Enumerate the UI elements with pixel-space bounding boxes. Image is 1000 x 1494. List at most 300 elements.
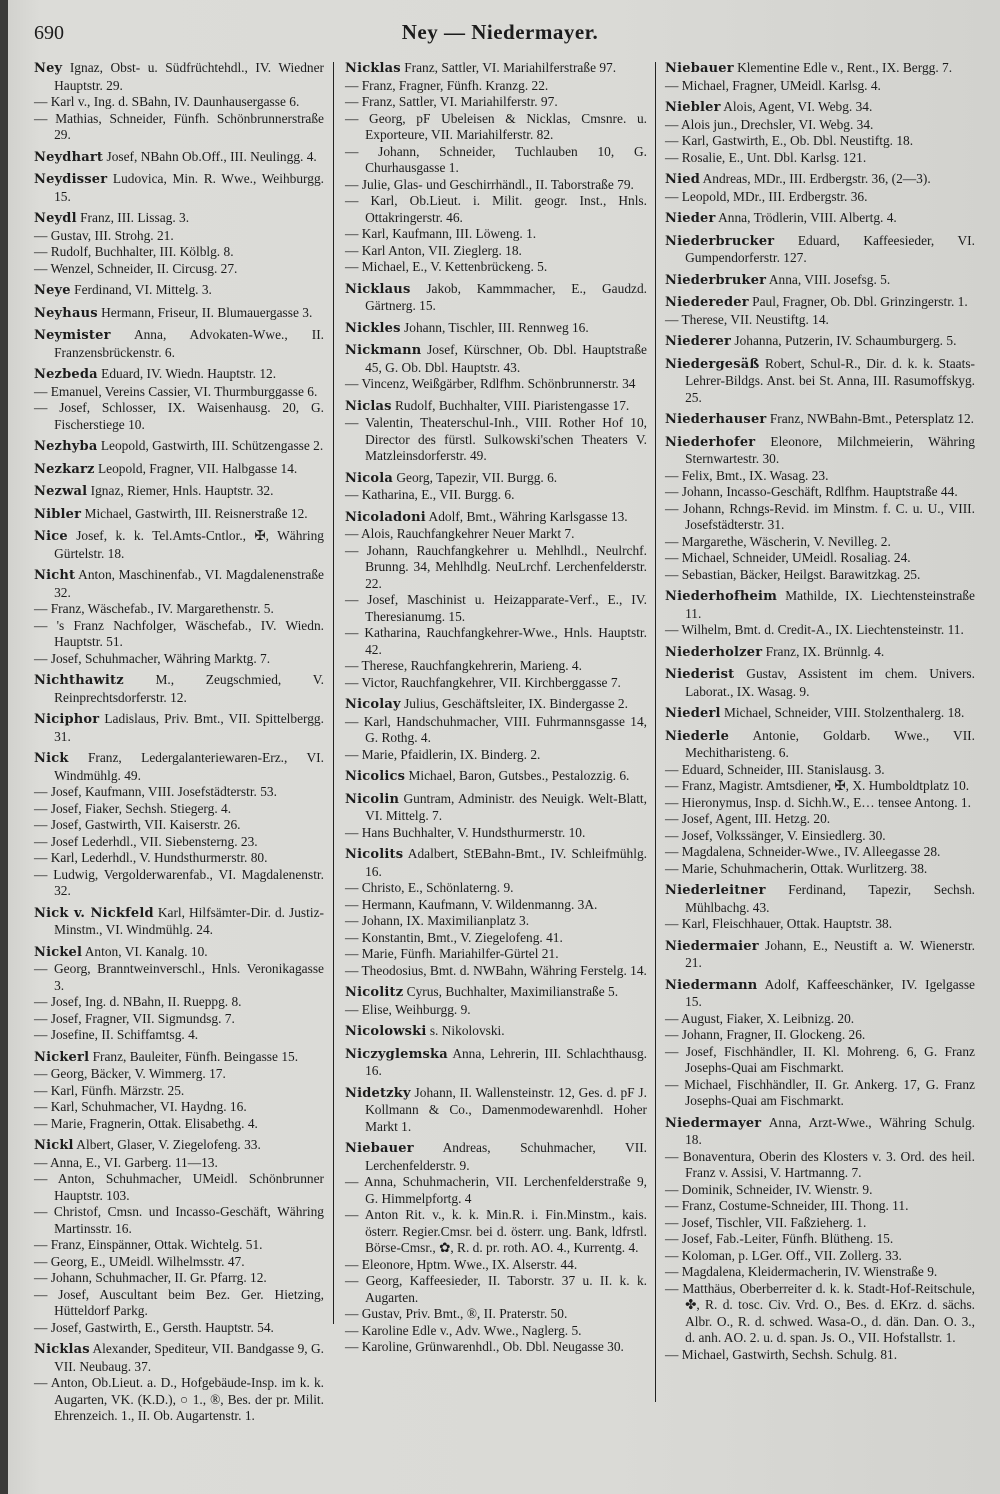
directory-entry [34,483,324,501]
directory-subentry [665,1027,975,1044]
entry-surname: Niederbruker [665,272,767,288]
directory-entry [345,1046,647,1080]
directory-subentry [345,177,647,194]
directory-subentry [34,1099,324,1116]
entry-details: — Josef, Kaufmann, VIII. Josefstädterstr. 53. [34,784,277,799]
directory-entry [34,672,324,706]
entry-details: — Josef, Auscultant beim Bez. Ger. Hietzing, Hütteldorf Parkg. [34,1286,324,1318]
directory-subentry [34,961,324,994]
directory-subentry [34,1375,324,1425]
entry-surname: Niedermann [665,977,758,993]
entry-details: — Georg, Bäcker, V. Wimmerg. 17. [34,1066,226,1081]
entry-surname: Neydhart [34,149,104,165]
entry-surname: Neyhaus [34,305,98,321]
entry-details: M., Zeugschmied, V. Reinprechtsdorferstr. 12. [54,672,324,705]
entry-details: — Karl Anton, VII. Zieglerg. 18. [345,242,522,258]
directory-entry [345,791,647,825]
directory-entry [34,305,324,323]
entry-details: — Georg, Branntweinverschl., Hnls. Veronikagasse 3. [34,961,324,993]
directory-subentry [34,651,324,668]
entry-surname: Niclas [345,398,392,414]
entry-details: — Anna, Schuhmacherin, VII. Lerchenfelderstraße 9, G. Himmelpfortg. 4 [345,1174,647,1206]
entry-details: Michael, Schneider, VIII. Stolzenthalerg. 18. [724,705,965,720]
directory-column-1 [34,60,324,1425]
entry-details: Franz, Ledergalanteriewaren-Erz., VI. Windmühlg. 49. [54,750,324,783]
entry-details: — Michael, Gastwirth, Sechsh. Schulg. 81. [665,1346,898,1362]
entry-details: — Josef, Maschinist u. Heizapparate-Verf., E., IV. Theresianumg. 15. [345,592,647,624]
directory-subentry [665,1044,975,1077]
directory-subentry [34,1027,324,1044]
entry-details: — Johann, Rchngs-Revid. im Minstm. f. C. u. U., VIII. Josefstädterstr. 31. [665,500,975,532]
directory-subentry [345,747,647,764]
directory-subentry [665,1215,975,1232]
entry-surname: Niederist [665,667,735,682]
entry-details: Julius, Geschäftsleiter, IX. Bindergasse 2. [404,696,628,711]
directory-subentry [345,1273,647,1306]
entry-details: — Franz, Costume-Schneider, III. Thong. 11. [665,1198,909,1213]
entry-details: Hermann, Friseur, II. Blumauergasse 3. [101,304,313,320]
entry-details: — Franz, Einspänner, Ottak. Wichtelg. 51. [34,1237,263,1252]
directory-subentry [345,930,647,947]
entry-details: — Vincenz, Weißgärber, Rdlfhm. Schönbrunnerstr. 34 [345,376,636,391]
entry-surname: Nezwal [34,484,88,499]
entry-details: — Josef, Gastwirth, VII. Kaiserstr. 26. [34,817,241,832]
entry-details: Anton, Maschinenfab., VI. Magdalenenstraße 32. [54,567,324,600]
directory-subentry [345,487,647,504]
entry-surname: Nicolay [345,697,401,712]
directory-entry [665,977,975,1011]
entry-details: — Hieronymus, Insp. d. Sichh.W., E… tensee Antong. 1. [665,794,971,810]
entry-details: — Alois jun., Drechsler, VI. Webg. 34. [665,116,874,132]
entry-details: — Karl, Schuhmacher, VI. Haydng. 16. [34,1099,247,1114]
directory-subentry [345,1306,647,1323]
entry-surname: Nickles [345,320,401,336]
entry-details: — Karl, Lederhdl., V. Hundsthurmerstr. 80. [34,850,268,865]
directory-subentry [34,94,324,111]
entry-surname: Neye [34,283,71,298]
entry-surname: Niederhauser [665,412,767,427]
entry-details: — Magdalena, Schneider-Wwe., IV. Alleegasse 28. [665,844,941,859]
directory-subentry [34,867,324,900]
entry-details: — Marie, Fragnerin, Ottak. Elisabethg. 4. [34,1115,258,1131]
entry-details: Johann, II. Wallensteinstr. 12, Ges. d. pF J. Kollmann & Co., Damenmodewarenhdl. Hoher Markt 1. [365,1084,647,1134]
directory-entry [345,846,647,880]
entry-details: — Eleonore, Hptm. Wwe., IX. Alserstr. 44. [345,1256,578,1272]
entry-details: s. Nikolovski. [429,1023,505,1038]
entry-details: — Anton, Ob.Lieut. a. D., Hofgebäude-Insp. im k. k. Augarten, VK. (K.D.), ○ 1., ®, Bes. der pr. Milit. Ehrenzeich. 1., II. Ob. Augartenstr. 1. [34,1375,324,1423]
directory-subentry [665,916,975,933]
directory-entry [34,461,324,479]
entry-details: Ferdinand, VI. Mittelg. 3. [74,282,212,297]
directory-subentry [665,117,975,134]
entry-details: — Michael, E., V. Kettenbrückeng. 5. [345,259,548,274]
entry-details: — Johann, Fragner, II. Glockeng. 26. [665,1027,866,1042]
entry-details: Ladislaus, Priv. Bmt., VII. Spittelbergg. 31. [54,711,324,744]
directory-entry [34,506,324,524]
entry-details: — Karl, Fünfh. Märzstr. 25. [34,1082,185,1098]
entry-details: — Matthäus, Oberberreiter d. k. k. Stadt-Hof-Reitschule, ✤, R. d. tosc. Civ. Vrd. O., Bes. d. EKrz. d. sächs. Albr. O., R. d. schwed. Wasa-O., d. dän. Dan. O. 3., d. anh. AO. 2. u. d. span. Js. O., VII. Hofstallstr. 1. [665,1280,975,1345]
directory-entry [34,1137,324,1155]
directory-subentry [34,1287,324,1320]
entry-details: — Karl, Handschuhmacher, VIII. Fuhrmannsgasse 14, G. Rothg. 4. [345,713,647,745]
directory-entry [665,272,975,290]
entry-details: — Bonaventura, Oberin des Klosters v. 3. Ord. des heil. Franz v. Assisi, V. Hartmanng. 7. [665,1148,975,1180]
entry-details: Franz, Sattler, VI. Mariahilferstraße 97. [404,60,617,75]
entry-details: — Ludwig, Vergolderwarenfab., VI. Magdalenenstr. 32. [34,866,324,898]
entry-surname: Niederle [665,728,730,744]
directory-entry [345,696,647,714]
directory-subentry [345,526,647,543]
entry-details: — Magdalena, Kleidermacherin, IV. Wienstraße 9. [665,1264,938,1279]
directory-subentry [34,1083,324,1100]
directory-subentry [345,658,647,675]
directory-subentry [34,244,324,261]
directory-subentry [34,850,324,867]
directory-entry [665,1115,975,1149]
entry-details: — Karl, Fleischhauer, Ottak. Hauptstr. 38. [665,916,893,931]
directory-entry [345,398,647,416]
entry-surname: Nicklas [345,61,401,76]
entry-details: Guntram, Administr. des Neuigk. Welt-Blatt, VI. Mittelg. 7. [365,790,647,823]
directory-subentry [665,550,975,567]
entry-surname: Nicoladoni [345,509,426,525]
entry-details: — Gustav, III. Strohg. 21. [34,227,174,243]
entry-details: Anna, Lehrerin, III. Schlachthausg. 16. [365,1045,647,1078]
entry-details: — Johann, Schuhmacher, II. Gr. Pfarrg. 12. [34,1270,267,1285]
entry-surname: Niedereder [665,295,749,310]
entry-surname: Nezkarz [34,461,95,477]
directory-subentry [665,622,975,639]
directory-subentry [665,501,975,534]
directory-column-3 [665,60,975,1363]
directory-entry [345,470,647,488]
directory-subentry [34,1204,324,1237]
directory-subentry [345,1257,647,1274]
directory-subentry [345,880,647,897]
entry-surname: Nichthawitz [34,673,124,688]
directory-entry [665,60,975,78]
running-head: Ney — Niedermayer. [401,20,599,44]
directory-entry [665,171,975,189]
entry-details: Adalbert, StEBahn-Bmt., IV. Schleifmühlg. 16. [365,846,648,879]
entry-surname: Nezhyba [34,439,98,454]
entry-details: Albert, Glaser, V. Ziegelofeng. 33. [76,1137,261,1152]
directory-entry [34,528,324,562]
directory-subentry [345,415,647,465]
entry-details: — Katharina, Rauchfangkehrer-Wwe., Hnls. Hauptstr. 42. [345,625,647,657]
directory-entry [34,567,324,601]
entry-surname: Niederhofheim [665,589,778,604]
directory-entry [34,366,324,384]
directory-subentry [34,801,324,818]
entry-details: Karl, Hilfsämter-Dir. d. Justiz-Minstm., VI. Windmühlg. 24. [54,904,324,937]
directory-entry [345,509,647,527]
directory-entry [665,210,975,228]
directory-subentry [34,817,324,834]
entry-details: Klementine Edle v., Rent., IX. Bergg. 7. [737,60,953,75]
entry-details: Johann, Tischler, III. Rennweg 16. [404,319,589,335]
directory-entry [34,438,324,456]
directory-subentry [34,994,324,1011]
directory-subentry [345,1002,647,1019]
entry-details: — Franz, Fragner, Fünfh. Kranzg. 22. [345,77,549,93]
entry-surname: Niederbrucker [665,233,775,249]
directory-entry [665,728,975,762]
column-divider [333,62,334,1324]
entry-surname: Nicolits [345,847,404,862]
directory-subentry [665,828,975,845]
entry-surname: Nickel [34,944,83,960]
entry-details: Eleonore, Milchmeierin, Währing Sternwartestr. 30. [685,433,975,466]
entry-details: — Marie, Fünfh. Mariahilfer-Gürtel 21. [345,946,559,961]
entry-details: — Karl, Ob.Lieut. i. Milit. geogr. Inst., Hnls. Ottakringerstr. 46. [345,193,647,225]
entry-surname: Nickerl [34,1049,90,1065]
entry-details: — Therese, VII. Neustiftg. 14. [665,311,829,327]
directory-subentry [345,94,647,111]
entry-details: Antonie, Goldarb. Wwe., VII. Mechitharisteng. 6. [685,727,975,760]
directory-subentry [665,567,975,584]
directory-subentry [665,1264,975,1281]
directory-entry [34,327,324,361]
entry-details: Anton, VI. Kanalg. 10. [84,943,208,959]
entry-details: — Franz, Sattler, VI. Mariahilferstr. 97. [345,94,558,109]
entry-details: — Hans Buchhalter, V. Hundsthurmerstr. 10. [345,824,586,840]
directory-subentry [34,618,324,651]
directory-entry [34,905,324,939]
entry-details: Michael, Baron, Gutsbes., Pestalozzig. 6. [408,768,630,783]
directory-subentry [345,1323,647,1340]
entry-surname: Neydl [34,211,77,226]
entry-details: — Josef, Fragner, VII. Sigmundsg. 7. [34,1010,235,1026]
directory-entry [665,882,975,916]
entry-details: — Therese, Rauchfangkehrerin, Marieng. 4. [345,658,582,673]
directory-entry [34,171,324,205]
entry-details: — Christof, Cmsn. und Incasso-Geschäft, Währing Martinsstr. 16. [34,1204,324,1236]
entry-details: Ferdinand, Tapezir, Sechsh. Mühlbachg. 43. [685,882,975,915]
directory-subentry [34,601,324,618]
directory-entry [34,210,324,228]
entry-details: Rudolf, Buchhalter, VIII. Piaristengasse 17. [394,397,630,413]
entry-details: — Karoline, Grünwarenhdl., Ob. Dbl. Neugasse 30. [345,1339,624,1354]
entry-details: Paul, Fragner, Ob. Dbl. Grinzingerstr. 1. [752,294,968,309]
directory-entry [665,666,975,700]
directory-subentry [34,1237,324,1254]
directory-entry [665,938,975,972]
directory-entry [34,944,324,962]
entry-details: — Michael, Fragner, UMeidl. Karlsg. 4. [665,77,881,93]
entry-details: — Georg, pF Ubeleisen & Nicklas, Cmsnre. u. Exporteure, VII. Mariahilferstr. 82. [345,110,647,142]
entry-details: — Franz, Magistr. Amtsdiener, ✠, X. Humboldtplatz 10. [665,778,970,793]
entry-details: Jakob, Kammmacher, E., Gaudzd. Gärtnerg. 15. [365,280,647,313]
entry-details: — Koloman, p. LGer. Off., VII. Zollerg. 33. [665,1247,902,1263]
entry-details: Andreas, MDr., III. Erdbergstr. 36, (2—3). [702,171,931,186]
entry-details: — Valentin, Theaterschul-Inh., VIII. Rother Hof 10, Director des fürstl. Sulkowski'schen Theaters V. Matzleinsdorferstr. 49. [345,415,647,463]
entry-surname: Niederhofer [665,434,756,450]
entry-details: — Mathias, Schneider, Fünfh. Schönbrunnerstraße 29. [34,110,324,142]
entry-details: — Michael, Fischhändler, II. Gr. Ankerg. 17, G. Franz Josephs-Quai am Fischmarkt. [665,1076,975,1108]
directory-entry [345,1085,647,1136]
directory-subentry [345,376,647,393]
entry-details: — Josefine, II. Schiffamtsg. 4. [34,1027,199,1042]
directory-entry [345,281,647,315]
directory-subentry [34,1011,324,1028]
directory-subentry [345,592,647,625]
entry-details: — Theodosius, Bmt. d. NWBahn, Währing Ferstelg. 14. [345,962,647,978]
directory-subentry [34,834,324,851]
directory-entry [34,149,324,167]
directory-subentry [345,259,647,276]
directory-entry [665,705,975,723]
entry-details: — Wenzel, Schneider, II. Circusg. 27. [34,260,238,276]
entry-details: — Johann, Schneider, Tuchlauben 10, G. Churhausgasse 1. [345,143,647,175]
entry-details: Anna, Arzt-Wwe., Währing Schulg. 18. [685,1114,976,1147]
entry-surname: Niederl [665,706,721,721]
entry-surname: Nicolitz [345,985,404,1000]
directory-subentry [665,1198,975,1215]
entry-surname: Nickmann [345,343,422,358]
entry-details: — Sebastian, Bäcker, Heilgst. Barawitzkag. 25. [665,566,921,582]
directory-subentry [34,1116,324,1133]
entry-details: — Hermann, Kaufmann, V. Wildenmanng. 3A. [345,896,598,912]
directory-subentry [665,78,975,95]
entry-surname: Nicolics [345,769,406,784]
entry-details: Anna, VIII. Josefsg. 5. [768,271,891,287]
directory-entry [345,768,647,786]
entry-surname: Nick v. Nickfeld [34,905,154,921]
directory-subentry [665,861,975,878]
directory-subentry [665,1077,975,1110]
entry-details: Robert, Schul-R., Dir. d. k. k. Staats-Lehrer-Bildgs. Anst. bei St. Anna, III. Rasumoffskyg. 25. [685,355,975,405]
entry-details: Eduard, IV. Wiedn. Hauptstr. 12. [101,366,277,381]
entry-details: — Christo, E., Schönlaterng. 9. [345,880,514,895]
entry-details: Gustav, Assistent im chem. Univers. Laborat., IX. Wasag. 9. [685,666,975,699]
entry-details: Anna, Trödlerin, VIII. Albertg. 4. [718,210,897,225]
entry-details: — Emanuel, Vereins Cassier, VI. Thurmburggasse 6. [34,383,318,399]
entry-surname: Nied [665,172,700,187]
directory-subentry [665,133,975,150]
entry-surname: Niedergesäß [665,356,760,372]
directory-subentry [345,897,647,914]
directory-subentry [34,400,324,433]
directory-entry [665,356,975,407]
entry-details: Alois, Agent, VI. Webg. 34. [723,99,873,114]
entry-surname: Niczyglemska [345,1046,448,1062]
directory-entry [345,320,647,338]
entry-details: — Karl, Kaufmann, III. Löweng. 1. [345,226,537,241]
entry-details: Andreas, Schuhmacher, VII. Lerchenfelderstr. 9. [365,1140,647,1173]
directory-subentry [665,1011,975,1028]
entry-details: — Johann, IX. Maximilianplatz 3. [345,913,530,928]
entry-surname: Nidetzky [345,1085,411,1101]
directory-entry [34,711,324,745]
directory-subentry [665,1231,975,1248]
entry-surname: Nice [34,529,68,544]
entry-details: — Konstantin, Bmt., V. Ziegelofeng. 41. [345,929,563,945]
directory-subentry [34,1066,324,1083]
directory-subentry [665,1347,975,1364]
directory-subentry [665,1182,975,1199]
entry-details: Cyrus, Buchhalter, Maximilianstraße 5. [406,984,619,999]
entry-details: Josef, Kürschner, Ob. Dbl. Hauptstraße 45, G. Ob. Dbl. Hauptstr. 43. [365,342,647,375]
directory-subentry [34,384,324,401]
entry-surname: Niebauer [665,61,734,76]
directory-entry [665,434,975,468]
directory-subentry [345,1174,647,1207]
entry-details: — Michael, Schneider, UMeidl. Rosaliag. 24. [665,550,911,565]
directory-subentry [665,795,975,812]
directory-subentry [34,1171,324,1204]
entry-details: — Karl, Gastwirth, E., Ob. Dbl. Neustiftg. 18. [665,133,914,148]
directory-subentry [34,228,324,245]
entry-details: Anna, Advokaten-Wwe., II. Franzensbrückenstr. 6. [54,327,324,360]
directory-subentry [665,150,975,167]
entry-details: Adolf, Kaffeeschänker, IV. Igelgasse 15. [685,976,976,1009]
entry-details: — Josef, Tischler, VII. Faßzieherg. 1. [665,1214,867,1230]
directory-subentry [345,78,647,95]
directory-subentry [665,312,975,329]
entry-details: — 's Franz Nachfolger, Wäschefab., IV. Wiedn. Hauptstr. 51. [34,617,324,649]
entry-surname: Niedermaier [665,938,759,954]
directory-subentry [665,534,975,551]
directory-subentry [665,811,975,828]
entry-details: — Anna, E., VI. Garberg. 11—13. [34,1154,218,1170]
entry-details: — Margarethe, Wäscherin, V. Nevilleg. 2. [665,533,891,549]
directory-column-2 [345,60,647,1356]
directory-subentry [34,261,324,278]
directory-entry [345,60,647,78]
entry-surname: Neymister [34,328,111,343]
directory-entry [345,1023,647,1041]
entry-surname: Niederleitner [665,883,766,898]
directory-subentry [345,226,647,243]
directory-subentry [345,963,647,980]
directory-subentry [345,193,647,226]
directory-entry [34,1341,324,1375]
entry-details: — Marie, Pfaidlerin, IX. Binderg. 2. [345,746,541,762]
directory-subentry [345,111,647,144]
entry-surname: Ney [34,61,63,76]
entry-details: — Johann, Rauchfangkehrer u. Mehlhdl., Neulrchf. Brunng. 34, Mehlhdlg. NeuLrchf. Lerchenfelderstr. 22. [345,542,647,591]
directory-subentry [345,714,647,747]
entry-surname: Nicht [34,568,76,583]
scan-edge [0,0,8,1494]
directory-subentry [665,189,975,206]
entry-details: — Josef, Ing. d. NBahn, II. Rueppg. 8. [34,994,242,1009]
directory-subentry [34,1320,324,1337]
entry-details: — Eduard, Schneider, III. Stanislausg. 3. [665,761,885,777]
directory-subentry [34,111,324,144]
entry-details: — Wilhelm, Bmt. d. Credit-A., IX. Liechtensteinstr. 11. [665,622,964,637]
entry-details: — Rudolf, Buchhalter, III. Kölblg. 8. [34,244,234,259]
entry-details: Franz, Bauleiter, Fünfh. Beingasse 15. [92,1048,299,1064]
entry-surname: Niebauer [345,1141,414,1156]
entry-surname: Nicklas [34,1342,90,1357]
directory-entry [345,342,647,376]
entry-details: — Dominik, Schneider, IV. Wienstr. 9. [665,1181,873,1197]
directory-subentry [665,778,975,795]
directory-entry [345,1140,647,1174]
column-divider [655,62,656,1402]
entry-surname: Niebler [665,100,721,115]
entry-surname: Niederer [665,334,732,349]
entry-details: — Anton Rit. v., k. k. Min.R. i. Fin.Minstm., kais. österr. Regier.Cmsr. bei d. österr. ung. Bank, ldfrstl. Börse-Cmsr., ✿, R. d. pr. roth. AO. 4., Kurrentg. 4. [345,1207,647,1255]
entry-details: — Franz, Wäschefab., IV. Margarethenstr. 5. [34,601,274,616]
entry-details: — Katharina, E., VII. Burgg. 6. [345,487,515,502]
entry-surname: Nicolowski [345,1024,427,1039]
entry-surname: Nezbeda [34,367,98,382]
entry-details: Ignaz, Obst- u. Südfrüchtehdl., IV. Wiedner Hauptstr. 29. [54,60,324,93]
directory-entry [34,750,324,784]
